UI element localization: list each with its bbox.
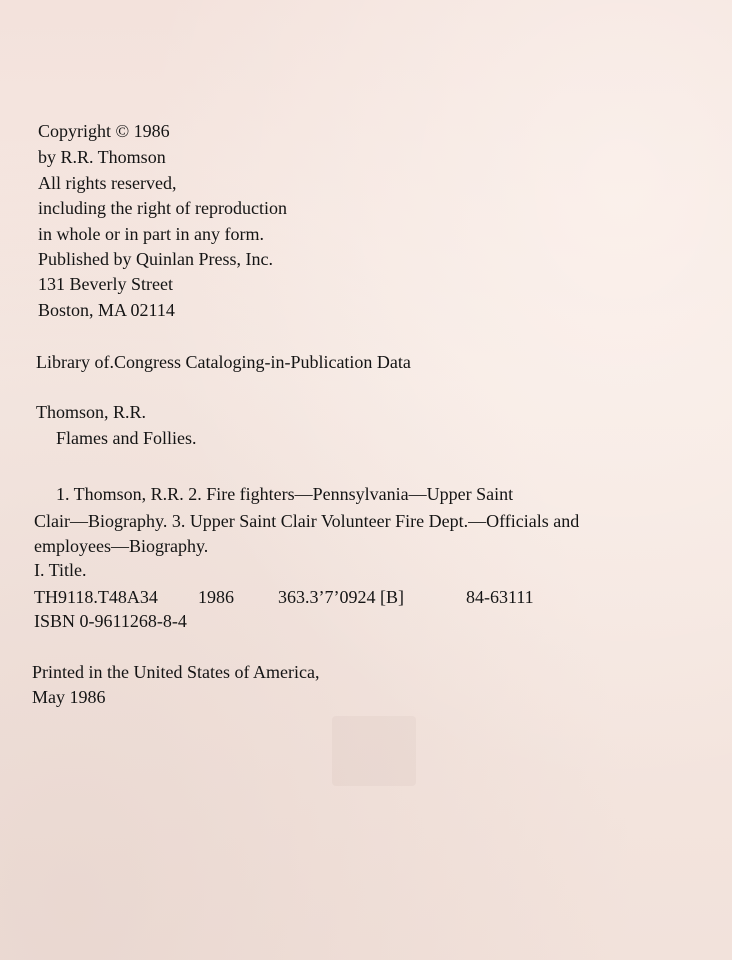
cip-title: Flames and Follies. bbox=[56, 428, 197, 448]
rights-line: All rights reserved, bbox=[38, 173, 177, 193]
cip-catalog-numbers bbox=[0, 587, 732, 609]
rights-line: including the right of reproduction bbox=[38, 198, 287, 218]
dewey-number: 363.3’7’0924 [B] bbox=[278, 587, 404, 607]
author-line: by R.R. Thomson bbox=[38, 147, 166, 167]
address-line: 131 Beverly Street bbox=[38, 274, 173, 294]
cip-heading: Library of.Congress Cataloging-in-Publication Data bbox=[36, 352, 411, 372]
printed-date: May 1986 bbox=[32, 687, 106, 707]
show-through-publisher-logo bbox=[332, 716, 416, 786]
cip-author: Thomson, R.R. bbox=[36, 402, 147, 422]
printed-line: Printed in the United States of America, bbox=[32, 662, 320, 682]
cip-title-entry: I. Title. bbox=[34, 560, 87, 580]
lccn-number: 84-63111 bbox=[466, 587, 534, 607]
address-line: Boston, MA 02114 bbox=[38, 300, 175, 320]
call-number: TH9118.T48A34 bbox=[34, 587, 158, 607]
rights-line: in whole or in part in any form. bbox=[38, 224, 264, 244]
publication-year: 1986 bbox=[198, 587, 234, 607]
publisher-line: Published by Quinlan Press, Inc. bbox=[38, 249, 273, 269]
cip-subject-line: 1. Thomson, R.R. 2. Fire fighters—Pennsylvania—Upper Saint bbox=[56, 484, 514, 504]
isbn: ISBN 0-9611268-8-4 bbox=[34, 611, 187, 631]
cip-subject-line: employees—Biography. bbox=[34, 536, 209, 556]
copyright-line: Copyright © 1986 bbox=[38, 121, 170, 141]
cip-subject-line: Clair—Biography. 3. Upper Saint Clair Volunteer Fire Dept.—Officials and bbox=[34, 511, 580, 531]
